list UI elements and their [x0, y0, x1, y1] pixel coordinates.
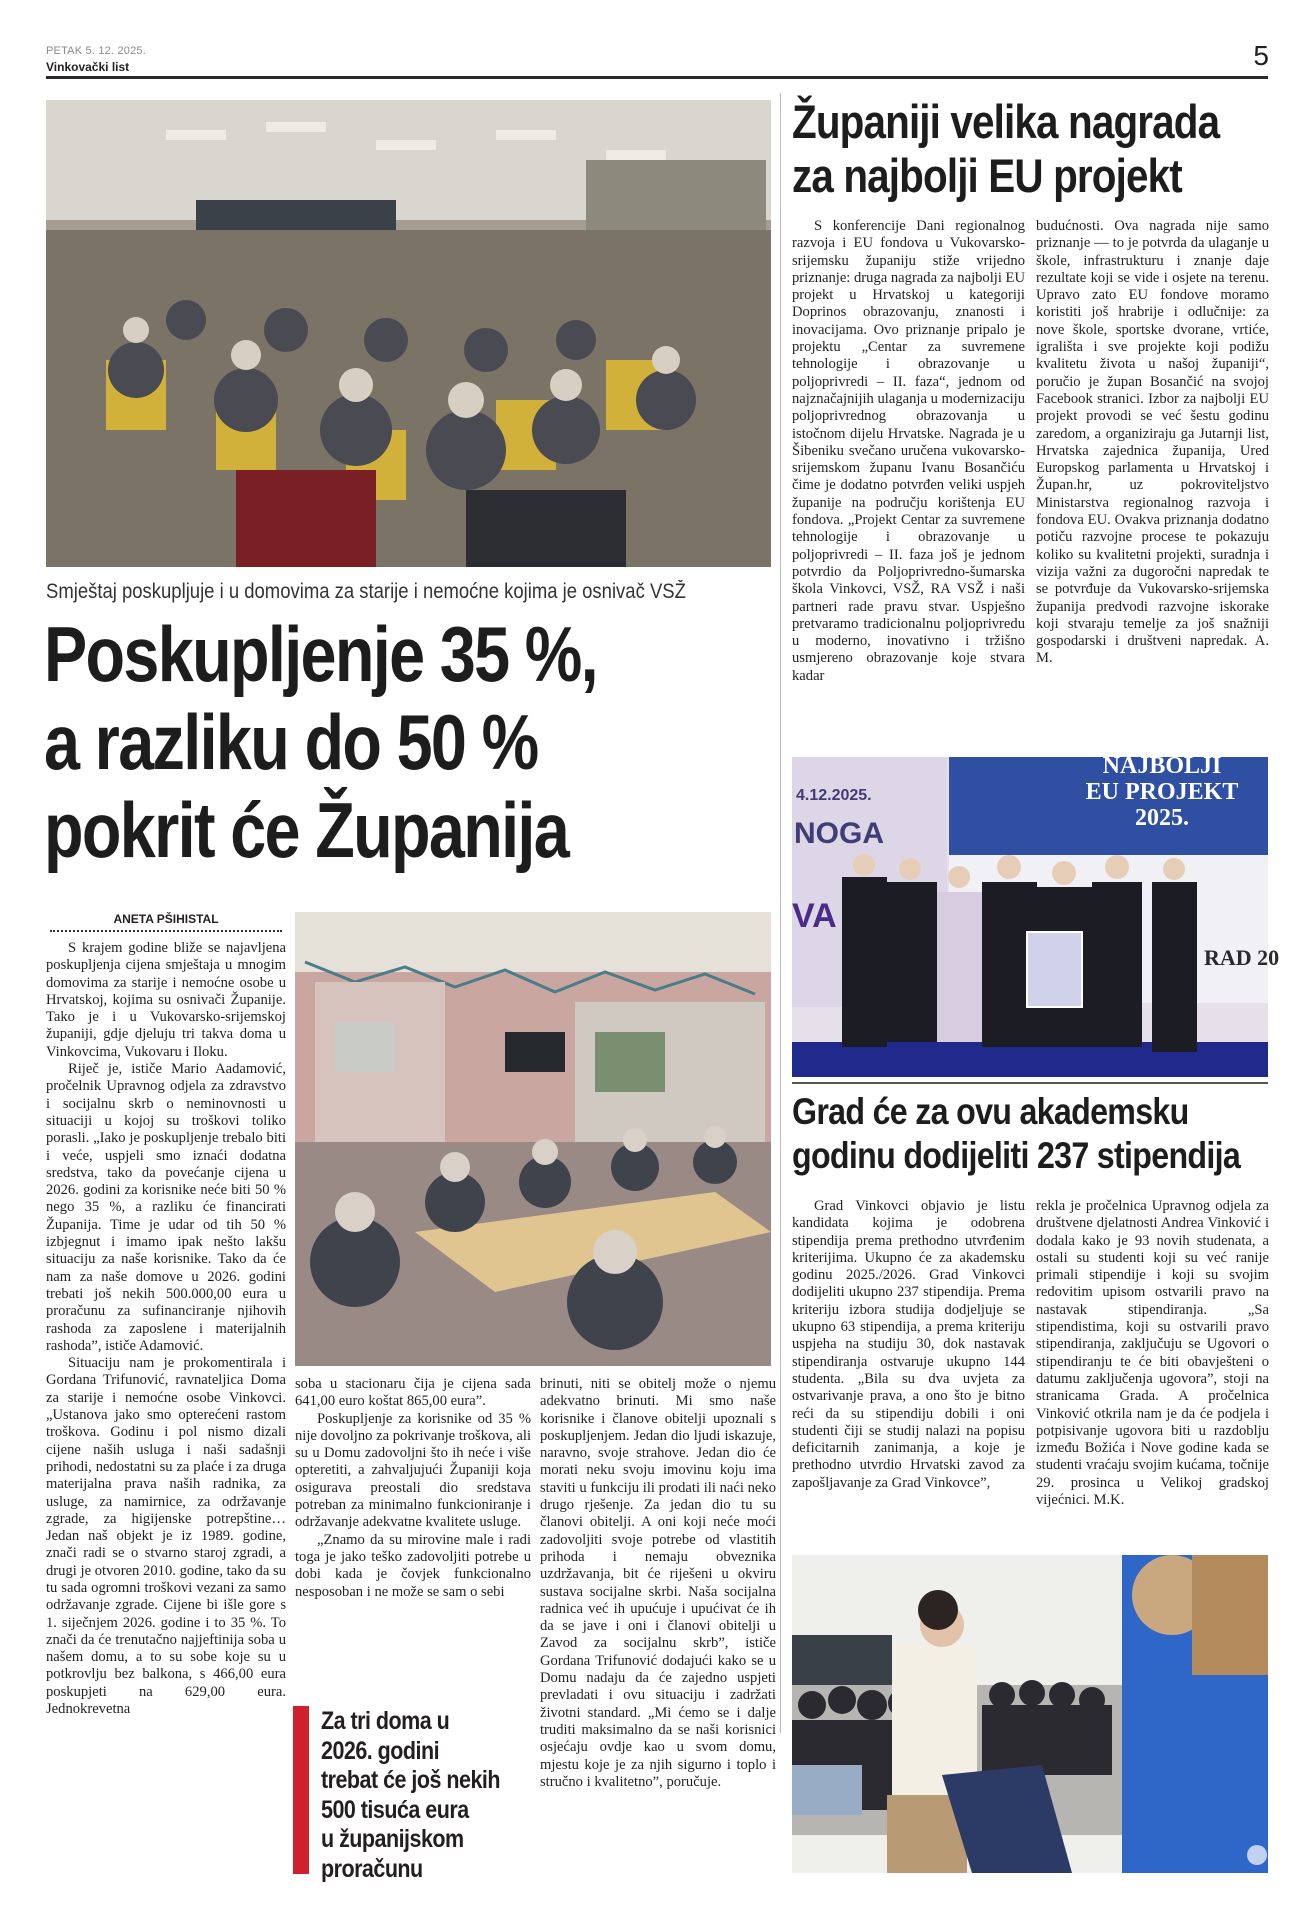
- paragraph: S krajem godine bliže se najavljena poskupljenja cijena smještaja u mnogim domovima za starije i nemoćne osobe u Hrvatskoj, kojima su osnivači Županije. Tako je i u Vukovarsko-srijemskoj županiji, gdje djeluju tri takva doma u Vinkovcima, Vukovaru i Iloku.: [46, 940, 286, 1060]
- eu-article-column-2: [1036, 218, 1269, 668]
- screen-title-line: 2025.: [1135, 805, 1189, 831]
- screen-left-text-2: VA: [792, 897, 837, 935]
- photo-eu-award: [792, 753, 1280, 1077]
- photo-dining-room: [295, 912, 771, 1366]
- paragraph: brinuti, niti se obitelj može o njemu adekvatno brinuti. Mi smo naše korisnike i članove obitelji upoznali s poskupljenjem. Jedan dio ljudi iskazuje, naravno, svoje strahove. Jedan dio će morati neku svoju imovinu koju ima staviti u funkciju ili prodati ili naći neko drugo rješenje. Za jedan dio tu su članovi obitelji. A oni koji neće moći zadovoljiti svoje potrebe od vlastitih prihoda i nemaju obveznika uzdržavanja, bit će riješeni u okviru sustava socijalne skrbi. Naša socijalna radnica već ih upućuje i upućivat će ih da se jave i oni i članovi obitelji u Zavod za socijalnu skrb”, ističe Gordana Trifunović dodajući kako se u Domu nadaju da će zajedno uspjeti prevladati i ovu situaciju i zadržati životni standard. „Mi ćemo se i dalje truditi maksimalno da se naši korisnici osjećaju ovdje kao u svom domu, mjestu koje je za njih sigurno i toplo i stručno i kvalitetno”, poručuje.: [540, 1376, 776, 1790]
- main-kicker: Smještaj poskupljuje i u domovima za starije i nemoćne kojima je osnivač VSŽ: [46, 580, 686, 603]
- paragraph: Poskupljenje za korisnike od 35 % nije dovoljno za pokrivanje troškova, ali su u Domu zadovoljni što ih neće i više opteretiti, a zahvaljujući Županiji koja osigurava preostali dio sredstava potreban za minimalno funkcioniranje i održavanje adekvatne kvalitete usluge.: [295, 1410, 531, 1531]
- paragraph: S konferencije Dani regionalnog razvoja i EU fondova u Vukovarsko-srijemsku županiju stiže vrijedno priznanje: druga nagrada za najbolji EU projekt u Hrvatskoj u kategoriji Doprinos obrazovanju, znanosti i inovacijama. Ovo priznanje pripalo je projektu „Centar za suvremene tehnologije i obrazovanje u poljoprivredi – II. faza“, jednom od najznačajnijih ulaganja u modernizaciju poljoprivrednog obrazovanja u istočnom dijelu Hrvatske. Nagrada je u Šibeniku svečano uručena vukovarsko-srijemskom županu Ivanu Bosančiću čime je dodatno potvrđen veliki uspjeh županije na području korištenja EU fondova. „Projekt Centar za suvremene tehnologije i obrazovanje u poljoprivredi – II. faza još je jednom potvrdio da Poljoprivredno-šumarska škola Vinkovci, VSŽ, RA VSŽ i naši partneri rade pravu stvar. Uspješno pretvaramo tradicionalnu poljoprivredu u moderno, inovativno i tržišno usmjereno obrazovanje koje stvara kadar: [792, 218, 1025, 684]
- section-rule: [792, 1082, 1268, 1084]
- pull-quote: [321, 1707, 502, 1884]
- screen-left-text: NOGA: [794, 817, 884, 850]
- pull-quote-line: proračunu: [321, 1854, 423, 1883]
- award-group-figures: [792, 837, 1268, 1067]
- scholarship-ceremony-image: [792, 1555, 1268, 1873]
- pull-quote-line: 500 tisuća eura: [321, 1795, 469, 1824]
- scholarship-column-1: [792, 1198, 1025, 1492]
- eu-article-column-1: [792, 218, 1025, 685]
- scholarship-column-2: [1036, 1198, 1269, 1509]
- screen-bottom-text: RAD 20: [1204, 945, 1280, 970]
- paragraph: soba u stacionaru čija je cijena sada 641,00 euro koštat 865,00 eura”.: [295, 1376, 531, 1410]
- byline-rule: [50, 930, 282, 932]
- main-article-column-1: [46, 940, 286, 1718]
- header-rule: [46, 76, 1268, 79]
- scholarship-headline-line: Grad će za ovu akademsku: [792, 1091, 1189, 1132]
- screen-title-line: NAJBOLJI: [1102, 753, 1222, 779]
- main-headline-line: a razliku do 50 %: [44, 698, 538, 786]
- issue-date: PETAK 5. 12. 2025.: [46, 45, 147, 57]
- main-headline-line: Poskupljenje 35 %,: [44, 610, 598, 698]
- main-article-column-3: [540, 1376, 776, 1791]
- eu-article-headline: [792, 95, 1220, 203]
- paragraph: rekla je pročelnica Upravnog odjela za društvene djelatnosti Andrea Vinković i dodala kako je 93 novih studenata, a ostali su studenti koji su već ranije primali stipendije i koji su svojim redovitim upisom ostvarili pravo na nastavak stipendiranja. „Sa stipendistima, koji su ostvarili pravo stipendiranja, zaključuju se Ugovori o stipendiranju te će biti obavješteni o datumu zaključenja ugovora”, stoji na stranicama Grada. A pročelnica Vinković otkrila nam je da će podjela i potpisivanje ugovora biti u razdoblju između Božića i Nove godine kada se studenti vraćaju svojim kućama, točnije 29. prosinca u Velikoj gradskoj vijećnici. M.K.: [1036, 1198, 1269, 1509]
- column-separator: [780, 93, 781, 1733]
- paragraph: budućnosti. Ova nagrada nije samo priznanje — to je potvrda da ulaganje u škole, infrastrukturu i znanje daje rezultate koji se vide i osjete na terenu. Upravo zato EU fondove moramo koristiti još hrabrije i odlučnije: za nove škole, sportske dvorane, vrtiće, igrališta i sve projekte koji podižu kvalitetu života u našoj županiji“, poručio je župan Bosančić na svojoj Facebook stranici. Izbor za najbolji EU projekt provodi se već šestu godinu zaredom, a organiziraju ga Jutarnji list, Hrvatska zajednica županija, Ured Europskog parlamenta u Hrvatskoj i Župan.hr, uz pokroviteljstvo Ministarstva regionalnog razvoja i fondova EU. Ovakva priznanja dodatno potiču razvojne procese te pokazuju koliko su kvalitetni projekti, suradnja i vizija važni za dugoročni napredak te se potvrđuje da Vukovarsko-srijemska županija predvodi razvojne iskorake koji stvaraju temelje za još snažniji gospodarski i društveni napredak. A. M.: [1036, 218, 1269, 667]
- pull-quote-line: u županijskom: [321, 1825, 464, 1853]
- main-article-column-2: [295, 1376, 531, 1601]
- paragraph: Grad Vinkovci objavio je listu kandidata kojima je odobrena stipendija prema prethodno utvrđenim kriterijima. Ukupno će za akademsku godinu 2025./2026. Grad Vinkovci dodijeliti ukupno 237 stipendija. Prema kriteriju izbora studija dodjeljuje se ukupno 63 stipendija, a prema kriteriju uspjeha na studiju 30, dok nastavak stipendiranja ostvaruje ukupno 144 studenta. „Bila su dva uvjeta za ostvarivanje prava, a ono što je bitno reći da su stipendiju dobili i oni studenti čiji se studij nalazi na popisu deficitarnih zanimanja, a koje je prethodno utvrdio Hrvatski zavod za zapošljavanje za Grad Vinkovce”,: [792, 1198, 1025, 1491]
- publication-name: Vinkovački list: [46, 60, 130, 74]
- eu-headline-line: Županiji velika nagrada: [792, 95, 1220, 148]
- page-number: 5: [1253, 40, 1269, 71]
- photo-residents-hall: [46, 100, 771, 567]
- pull-quote-line: Za tri doma u: [321, 1707, 450, 1735]
- scholarship-headline: [792, 1090, 1241, 1178]
- eu-headline-line: za najbolji EU projekt: [792, 149, 1182, 202]
- paragraph: „Znamo da su mirovine male i radi toga je jako teško zadovoljiti potrebe u dobi kada je čovjek funkcionalno nesposoban i ne može se sam o sebi: [295, 1531, 531, 1600]
- pull-quote-accent-bar: [293, 1706, 309, 1874]
- main-headline-line: pokrit će Županija: [44, 786, 569, 874]
- screen-date: 4.12.2025.: [796, 787, 872, 804]
- main-headline: [44, 610, 658, 874]
- pull-quote-line: 2026. godini: [321, 1736, 440, 1765]
- screen-title-line: EU PROJEKT: [1085, 779, 1239, 805]
- residents-hall-image: [46, 100, 771, 567]
- screen-title: [1062, 753, 1262, 831]
- scholarship-headline-line: godinu dodijeliti 237 stipendija: [792, 1135, 1241, 1176]
- byline: ANETA PŠIHISTAL: [113, 912, 219, 926]
- photo-scholarship-ceremony: [792, 1555, 1268, 1873]
- dining-room-image: [295, 912, 771, 1366]
- pull-quote-line: trebat će još nekih: [321, 1766, 500, 1794]
- paragraph: Situaciju nam je prokomentirala i Gordana Trifunović, ravnateljica Doma za starije i nemoćne osobe Vinkovci. „Ustanova jako smo opterećeni rastom troškova. Godinu i pol nismo dizali cijene naših usluga i naši sadašnji prihodi, nedostatni su za plaće i za druga materijalna prava naših radnika, za usluge, za namirnice, za održavanje zgrade, za higijenske potrepštine… Jedan naš objekt je iz 1989. godine, znači radi se o stvarno staroj zgradi, a drugi je otvoren 2010. godine, tako da su tu sada ogromni troškovi vezani za samo održavanje zgrade. Cijene bi išle gore s 1. siječnjem 2026. godine i to 35 %. To znači da će trenutačno najjeftinija soba u našem domu, a to su sobe koje su u potkrovlju bez balkona, s 466,00 eura poskupjeti na 629,00 eura. Jednokrevetna: [46, 1355, 286, 1718]
- paragraph: Riječ je, ističe Mario Aadamović, pročelnik Upravnog odjela za zdravstvo i socijalnu skrb o neminovnosti u situaciji u kojoj su troškovi toliko porasli. „Iako je poskupljenje trebalo biti i veće, uspjeli smo iznaći dodatna sredstva, tako da povećanje cijena u 2026. godini za korisnike neće biti 50 % nego 35 %, a razliku će financirati Županija. Time je udar od tih 50 % izbjegnut i imamo ipak nešto lakšu situaciju za naše korisnike. Tako da će nam za naše domove u 2026. godini trebati još nekih 500.000,00 eura u proračunu za sufinanciranje njihovih rashoda za zaposlene i materijalnih rashoda”, ističe Adamović.: [46, 1061, 286, 1354]
